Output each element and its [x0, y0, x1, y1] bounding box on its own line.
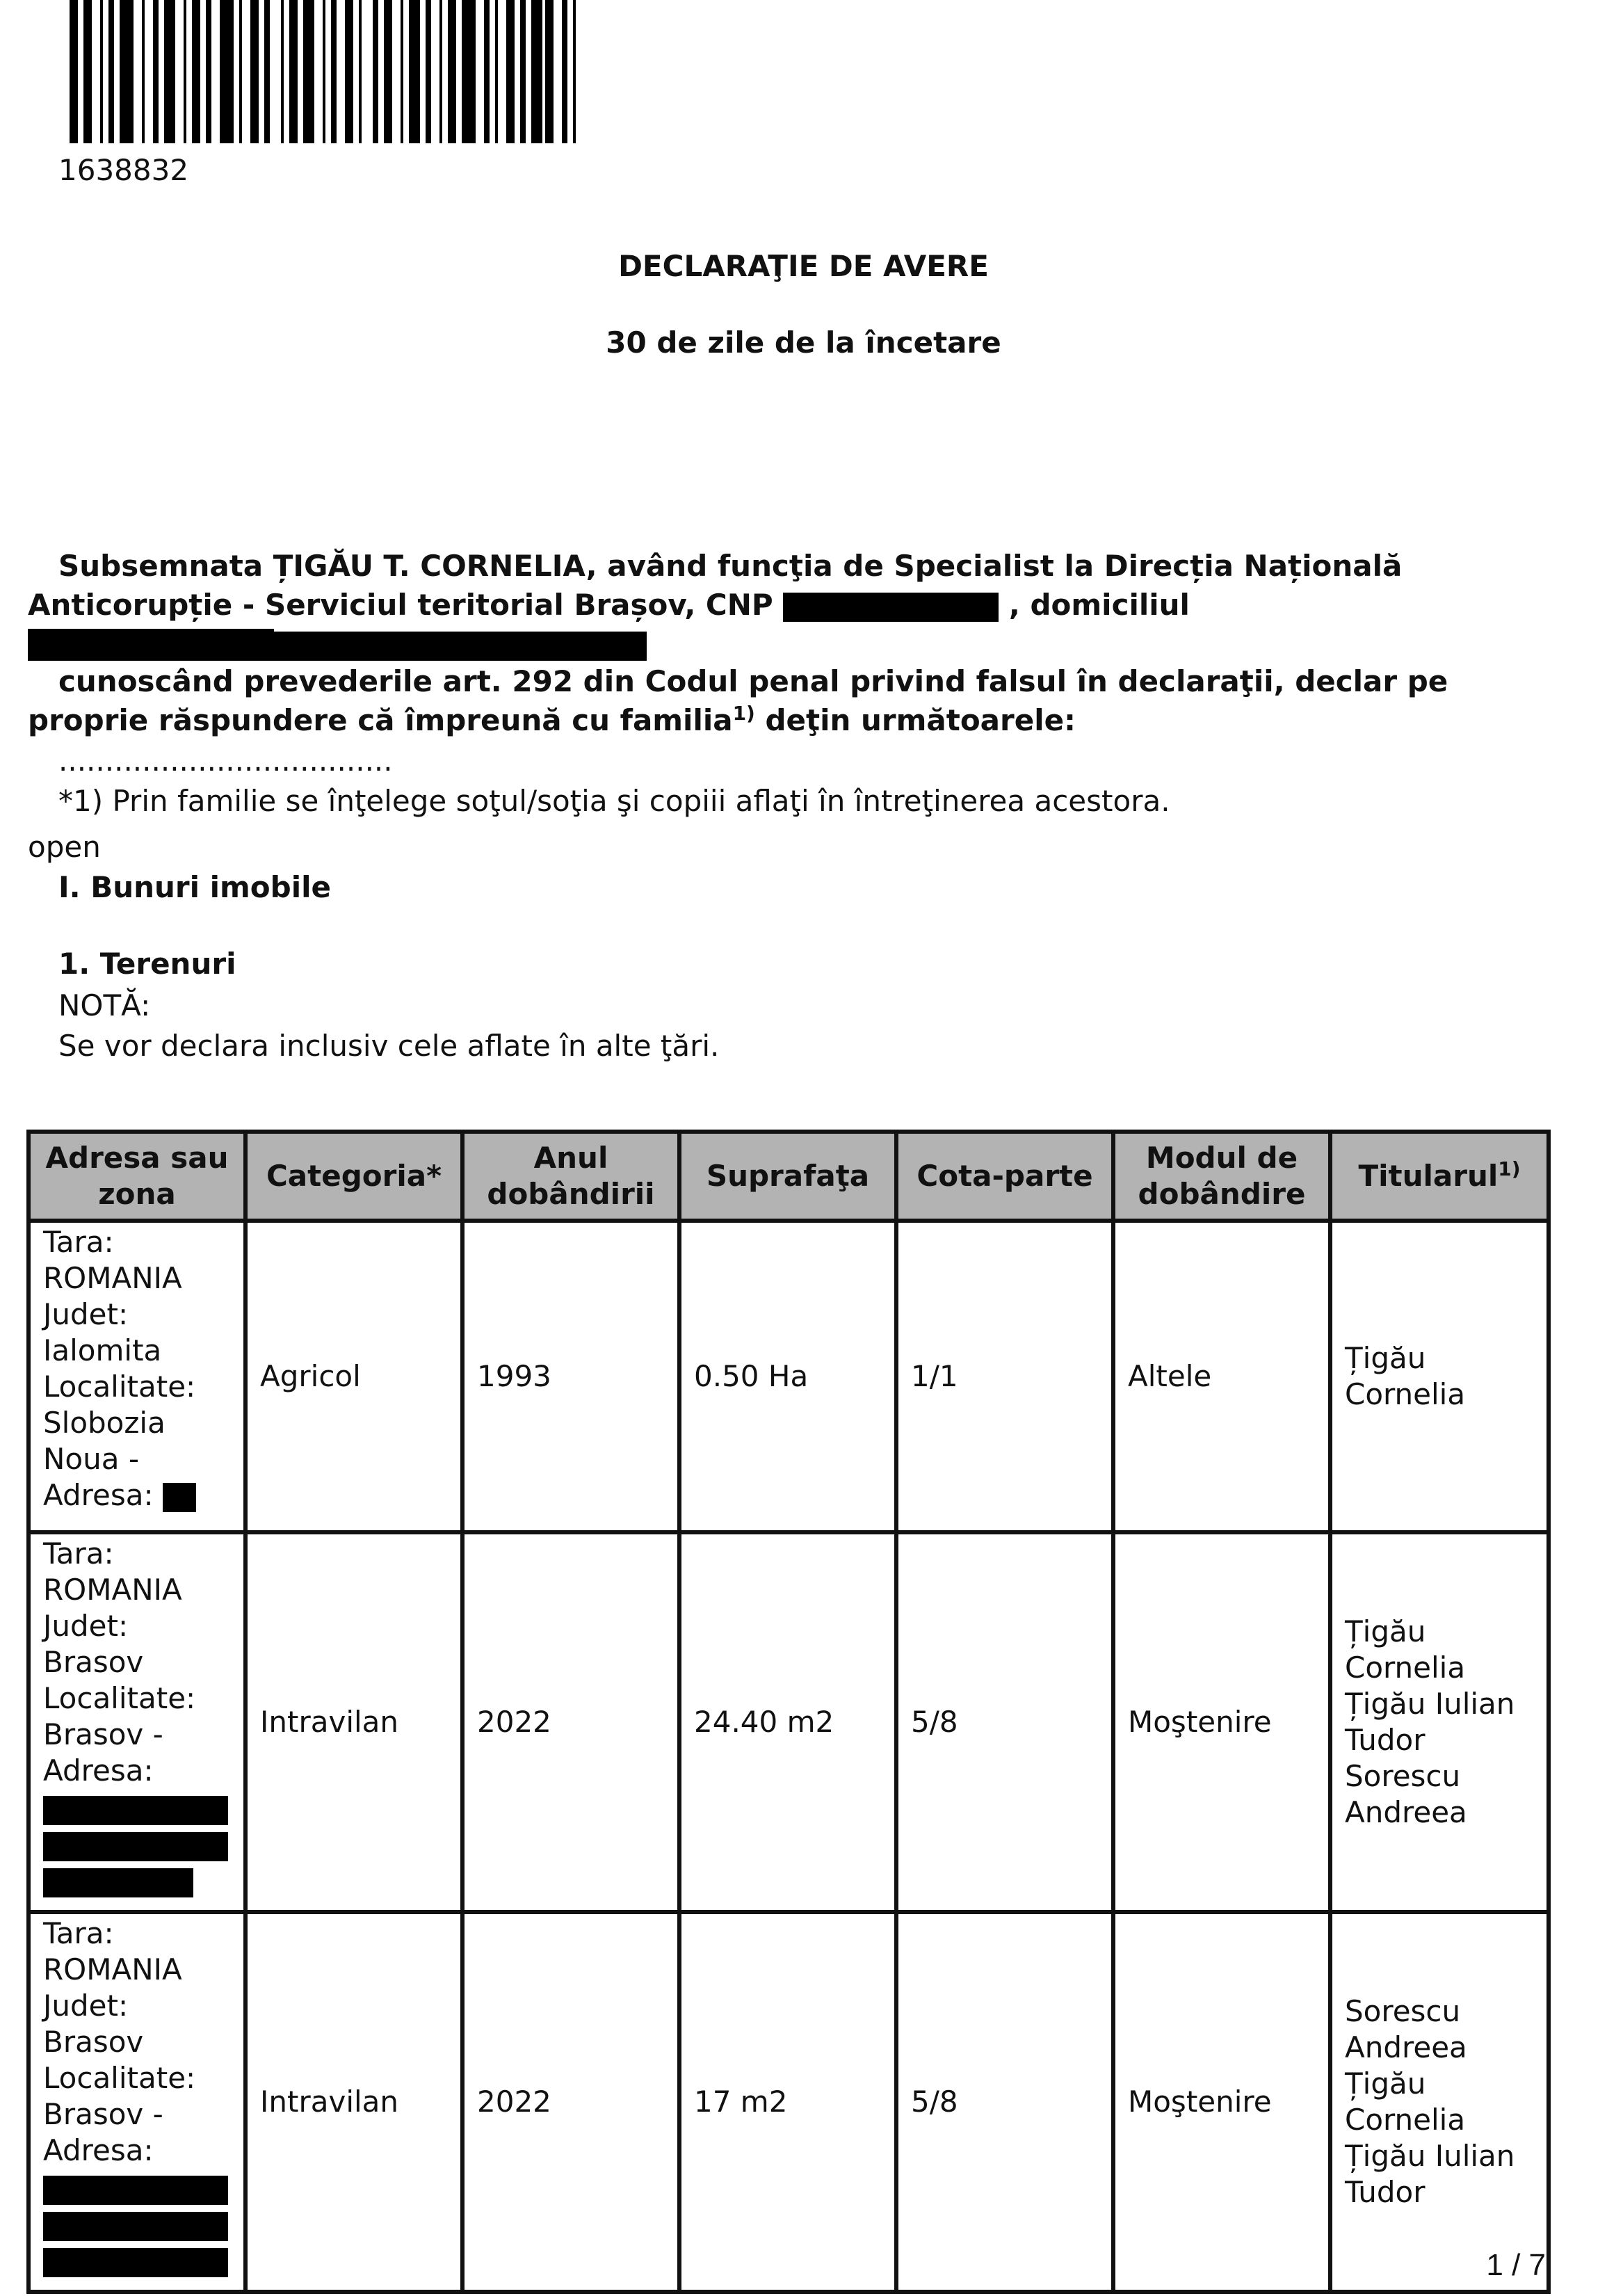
awareness-paragraph — [28, 662, 1558, 740]
barcode-gap — [200, 0, 206, 143]
barcode-bar — [206, 0, 211, 143]
barcode-bar — [220, 0, 234, 143]
section-heading: I. Bunuri imobile — [58, 870, 332, 904]
barcode-bar — [108, 0, 114, 143]
barcode-gap — [515, 0, 520, 143]
barcode-bar — [264, 0, 270, 143]
barcode-bar — [289, 0, 298, 143]
cell-year: 2022 — [462, 1912, 679, 2292]
barcode-bar — [384, 0, 392, 143]
barcode-gap — [490, 0, 495, 143]
address-line: Judet: — [43, 1297, 129, 1331]
separator-dots: .................................... — [58, 744, 393, 778]
redacted-address — [163, 1483, 196, 1512]
barcode-gap — [259, 0, 264, 143]
cell-address — [29, 1912, 245, 2292]
barcode-gap — [298, 0, 303, 143]
page-indicator: 1 / 7 — [1486, 2248, 1546, 2282]
domicile-label: , domiciliul — [1008, 588, 1190, 622]
barcode-bar — [562, 0, 567, 143]
cell-category: Agricol — [245, 1221, 462, 1532]
barcode-bar — [345, 0, 353, 143]
address-line: Ialomita — [43, 1333, 162, 1367]
barcode-gap — [576, 0, 581, 143]
barcode-gap — [270, 0, 281, 143]
declarant-text: Subsemnata ȚIGĂU T. CORNELIA, având funcţia de Specialist la Direcția Națională Anticorupție - Serviciul teritorial Brașov, CNP — [28, 549, 1403, 622]
address-line: Tara: — [43, 1225, 114, 1259]
cell-mode: Moştenire — [1113, 1912, 1330, 2292]
barcode-gap — [114, 0, 120, 143]
barcode-bar — [120, 0, 134, 143]
barcode-gap — [526, 0, 531, 143]
barcode-gap — [159, 0, 164, 143]
barcode-gap — [337, 0, 345, 143]
address-line: ROMANIA — [43, 1952, 182, 1986]
redacted-address — [43, 1832, 228, 1861]
barcode-number: 1638832 — [58, 153, 189, 187]
cell-mode: Moştenire — [1113, 1532, 1330, 1912]
barcode-bar — [192, 0, 200, 143]
table-row — [29, 1912, 1549, 2292]
address-label: Adresa: — [43, 1478, 154, 1512]
header-holder-label: Titularul — [1358, 1159, 1499, 1193]
barcode-bar — [373, 0, 378, 143]
barcode-gap — [211, 0, 220, 143]
family-footnote: *1) Prin familie se înţelege soţul/soţia şi copiii aflaţi în întreţinerea acestora. — [58, 784, 1170, 818]
address-line: Localitate: — [43, 1370, 196, 1404]
address-line: Adresa: — [43, 1753, 154, 1788]
redacted-cnp — [783, 593, 999, 622]
holder-line: Cornelia — [1345, 2103, 1466, 2137]
header-address: Adresa sau zona — [29, 1132, 245, 1221]
header-year: Anul dobândirii — [462, 1132, 679, 1221]
redacted-address — [43, 2212, 228, 2241]
address-line: Brasov - — [43, 2097, 163, 2131]
address-line: Adresa: — [43, 2133, 154, 2167]
header-area: Suprafaţa — [679, 1132, 896, 1221]
barcode-bar — [484, 0, 490, 143]
holder-line: Țigău — [1345, 1341, 1426, 1375]
barcode-gap — [456, 0, 462, 143]
address-line: Localitate: — [43, 2061, 196, 2095]
barcode-bar — [448, 0, 456, 143]
redacted-address-continued — [28, 629, 274, 658]
address-line: Slobozia — [43, 1406, 165, 1440]
barcode-bar — [531, 0, 542, 143]
cell-holder — [1330, 1532, 1549, 1912]
barcode-gap — [476, 0, 484, 143]
barcode-gap — [442, 0, 448, 143]
barcode-gap — [567, 0, 573, 143]
address-line: Tara: — [43, 1916, 114, 1950]
holder-line: Cornelia — [1345, 1377, 1466, 1411]
barcode-gap — [554, 0, 562, 143]
barcode-bar — [250, 0, 259, 143]
holder-line: Tudor — [1345, 1723, 1426, 1757]
barcode-bar — [153, 0, 159, 143]
barcode-gap — [420, 0, 426, 143]
cell-holder — [1330, 1912, 1549, 2292]
note-text: Se vor declara inclusiv cele aflate în alte ţări. — [58, 1029, 720, 1063]
header-mode: Modul de dobândire — [1113, 1132, 1330, 1221]
awareness-footnote-marker: 1) — [732, 702, 755, 725]
cell-year: 2022 — [462, 1532, 679, 1912]
barcode-gap — [234, 0, 239, 143]
barcode-bar — [331, 0, 337, 143]
holder-line: Andreea — [1345, 2030, 1467, 2064]
header-share: Cota-parte — [896, 1132, 1113, 1221]
barcode-gap — [284, 0, 289, 143]
table-row — [29, 1532, 1549, 1912]
subsection-heading: 1. Terenuri — [58, 947, 236, 981]
address-line — [43, 1477, 231, 1514]
address-line: ROMANIA — [43, 1261, 182, 1295]
table-row — [29, 1221, 1549, 1532]
barcode-gap — [78, 0, 83, 143]
barcode-gap — [186, 0, 192, 143]
holder-line: Andreea — [1345, 1795, 1467, 1829]
cell-area: 24.40 m2 — [679, 1532, 896, 1912]
barcode-gap — [362, 0, 373, 143]
cell-area: 0.50 Ha — [679, 1221, 896, 1532]
cell-area: 17 m2 — [679, 1912, 896, 2292]
barcode — [70, 0, 855, 143]
header-holder — [1330, 1132, 1549, 1221]
address-line: Judet: Brasov — [43, 1989, 144, 2059]
open-label: open — [28, 830, 101, 864]
barcode-gap — [134, 0, 142, 143]
redacted-address — [43, 1868, 193, 1897]
holder-line: Sorescu — [1345, 1994, 1461, 2028]
barcode-gap — [353, 0, 359, 143]
awareness-text: cunoscând prevederile art. 292 din Codul penal privind falsul în declaraţii, declar pe proprie răspundere că împreună cu familia — [28, 664, 1448, 737]
land-table — [26, 1130, 1551, 2294]
address-line: Noua - — [43, 1442, 139, 1476]
holder-line: Sorescu — [1345, 1759, 1461, 1793]
barcode-gap — [498, 0, 506, 143]
redacted-address — [43, 2176, 228, 2205]
cell-mode: Altele — [1113, 1221, 1330, 1532]
holder-line: Tudor — [1345, 2175, 1426, 2209]
address-line: Judet: Brasov — [43, 1609, 144, 1679]
barcode-gap — [92, 0, 100, 143]
barcode-gap — [145, 0, 153, 143]
holder-footnote-marker: 1) — [1498, 1157, 1521, 1180]
cell-category: Intravilan — [245, 1532, 462, 1912]
barcode-bar — [426, 0, 431, 143]
barcode-bar — [303, 0, 314, 143]
table-header-row — [29, 1132, 1549, 1221]
document-subtitle: 30 de zile de la încetare — [606, 326, 1001, 360]
address-line: Brasov - — [43, 1717, 163, 1751]
barcode-gap — [392, 0, 401, 143]
cell-share: 1/1 — [896, 1221, 1113, 1532]
barcode-bar — [70, 0, 78, 143]
barcode-gap — [242, 0, 250, 143]
cell-year: 1993 — [462, 1221, 679, 1532]
note-label: NOTĂ: — [58, 988, 151, 1022]
barcode-gap — [325, 0, 331, 143]
barcode-gap — [378, 0, 384, 143]
barcode-bar — [462, 0, 476, 143]
cell-address — [29, 1532, 245, 1912]
barcode-gap — [103, 0, 108, 143]
barcode-bar — [506, 0, 515, 143]
barcode-bar — [83, 0, 92, 143]
holder-line: Țigău — [1345, 1614, 1426, 1648]
barcode-bar — [409, 0, 420, 143]
redacted-address — [43, 2248, 228, 2277]
holder-line: Țigău Iulian — [1345, 1687, 1515, 1721]
document-title: DECLARAŢIE DE AVERE — [618, 249, 989, 283]
holder-line: Țigău Iulian — [1345, 2139, 1515, 2173]
barcode-bar — [164, 0, 175, 143]
header-category: Categoria* — [245, 1132, 462, 1221]
barcode-gap — [431, 0, 439, 143]
cell-category: Intravilan — [245, 1912, 462, 2292]
redacted-address — [43, 1796, 228, 1825]
cell-holder — [1330, 1221, 1549, 1532]
cell-share: 5/8 — [896, 1532, 1113, 1912]
holder-line: Țigău — [1345, 2066, 1426, 2101]
address-line: Tara: — [43, 1536, 114, 1571]
barcode-bar — [545, 0, 554, 143]
barcode-gap — [403, 0, 409, 143]
cell-address — [29, 1221, 245, 1532]
barcode-bar — [520, 0, 526, 143]
holder-line: Cornelia — [1345, 1651, 1466, 1685]
address-line: ROMANIA — [43, 1573, 182, 1607]
barcode-gap — [314, 0, 323, 143]
cell-share: 5/8 — [896, 1912, 1113, 2292]
awareness-text-end: deţin următoarele: — [754, 703, 1076, 737]
address-line: Localitate: — [43, 1681, 196, 1715]
barcode-gap — [175, 0, 184, 143]
